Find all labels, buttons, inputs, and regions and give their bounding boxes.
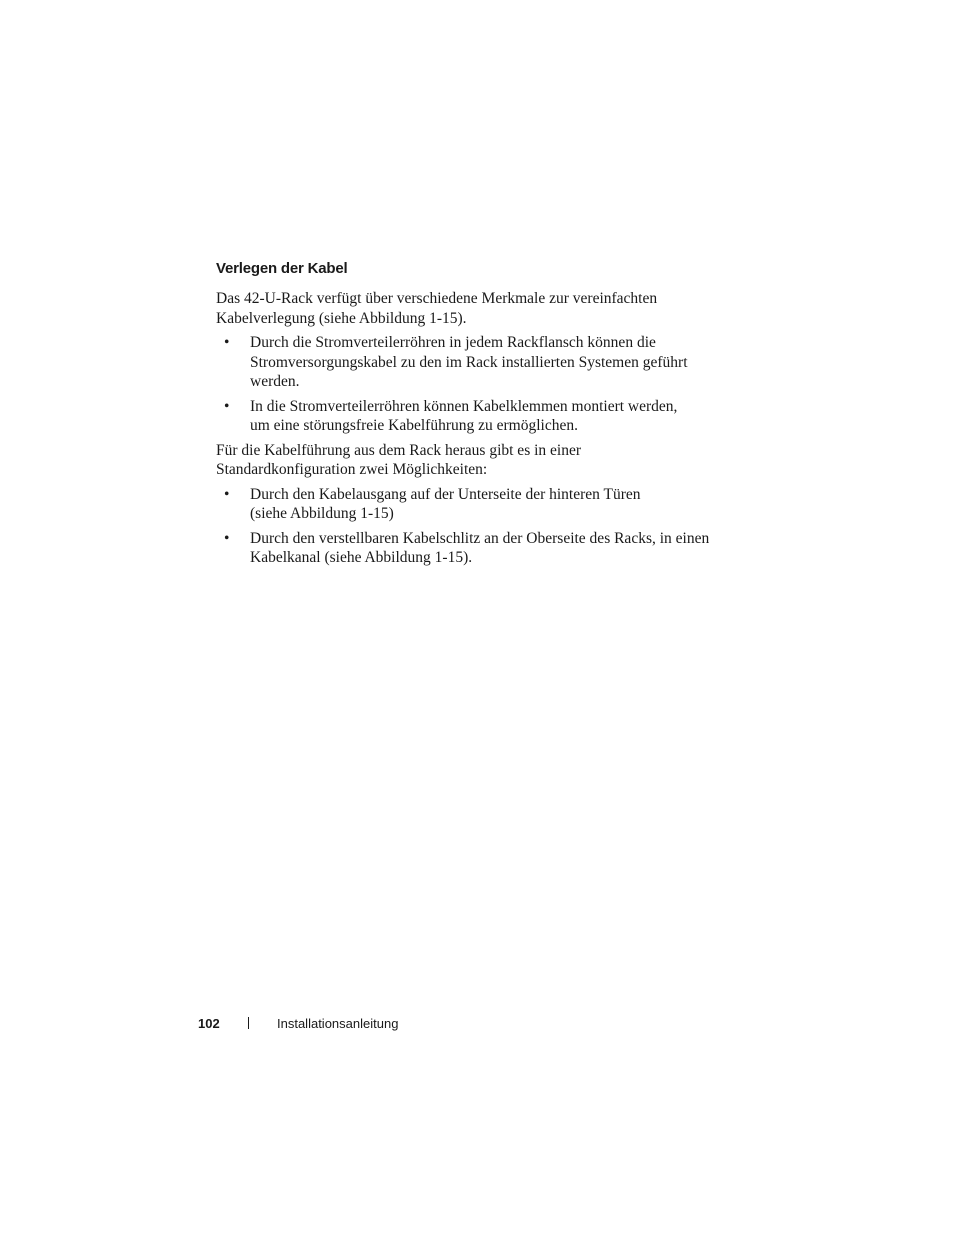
- intro-line: Das 42-U-Rack verfügt über verschiedene Merkmale zur vereinfachten: [216, 290, 658, 307]
- options-line: Für die Kabelführung aus dem Rack heraus gibt es in einer: [216, 441, 582, 459]
- list-item-line: werden.: [250, 373, 300, 390]
- intro-paragraph: [216, 289, 726, 328]
- page-content: [216, 258, 726, 573]
- page-number: 102: [198, 1016, 220, 1031]
- bullet-icon: •: [224, 485, 230, 503]
- bullet-icon: •: [224, 397, 230, 415]
- list-item-line: Durch den Kabelausgang auf der Unterseite der hinteren Türen: [250, 485, 641, 503]
- intro-line: Kabelverlegung (siehe Abbildung 1-15).: [216, 309, 467, 327]
- list-item: [216, 485, 726, 524]
- list-item-line: Durch den verstellbaren Kabelschlitz an der Oberseite des Racks, in einen: [250, 529, 710, 547]
- list-item: [216, 529, 726, 568]
- bullet-icon: •: [224, 529, 230, 547]
- list-item: [216, 333, 726, 392]
- options-paragraph: [216, 441, 726, 480]
- list-item-line: um eine störungsfreie Kabelführung zu ermöglichen.: [250, 417, 578, 434]
- list-item-line: Kabelkanal (siehe Abbildung 1-15).: [250, 549, 473, 566]
- list-item: [216, 397, 726, 436]
- bullet-icon: •: [224, 334, 230, 351]
- list-item-line: Durch die Stromverteilerröhren in jedem Rackflansch können die: [250, 334, 656, 351]
- page-footer: [198, 1014, 398, 1034]
- footer-title: Installationsanleitung: [277, 1016, 399, 1031]
- options-line: Standardkonfiguration zwei Möglichkeiten:: [216, 461, 488, 478]
- list-item-line: (siehe Abbildung 1-15): [250, 505, 394, 522]
- list-item-line: Stromversorgungskabel zu den im Rack installierten Systemen geführt: [250, 353, 688, 371]
- section-heading: Verlegen der Kabel: [216, 260, 348, 277]
- bullet-list-options: [216, 485, 726, 568]
- list-item-line: In die Stromverteilerröhren können Kabelklemmen montiert werden,: [250, 397, 678, 415]
- footer-separator: [248, 1017, 249, 1029]
- bullet-list-features: [216, 333, 726, 436]
